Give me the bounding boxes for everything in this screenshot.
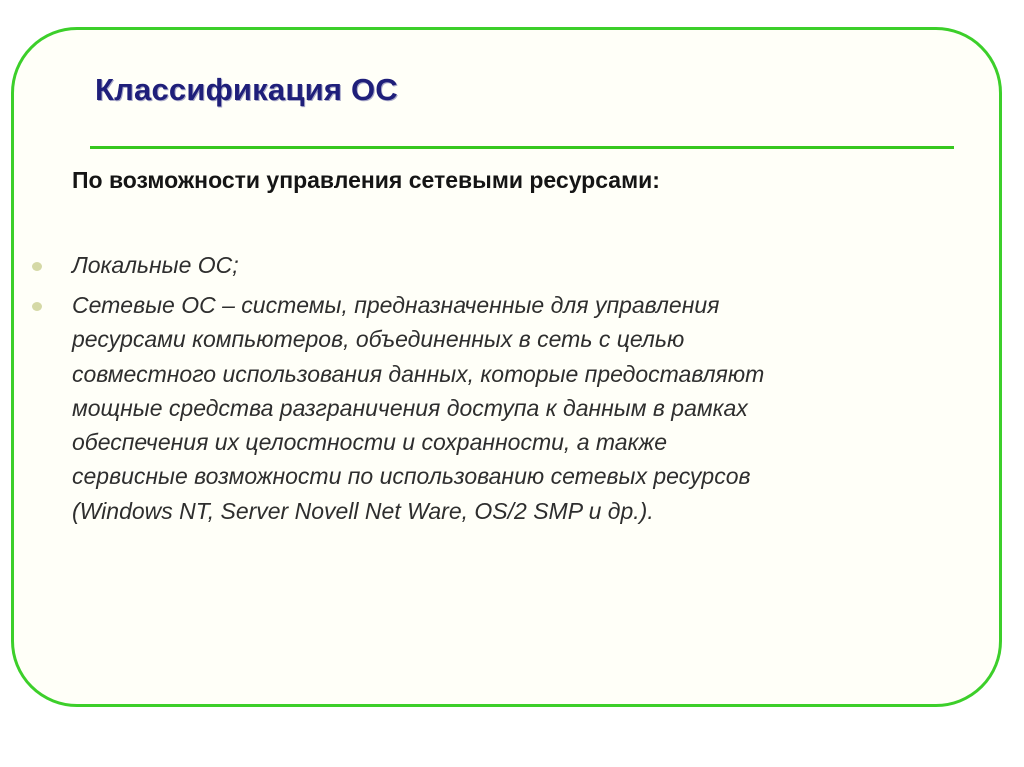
bullet-text-line: Сетевые ОС – системы, предназначенные для управления (72, 292, 720, 318)
bullet-text-line: сервисные возможности по использованию сетевых ресурсов (72, 463, 751, 490)
slide-title: Классификация ОС (95, 72, 398, 107)
bullet-item-local-os (72, 248, 952, 282)
bullet-text-line: обеспечения их целостности и сохранности, а также (72, 429, 668, 456)
bullet-text-line: ресурсами компьютеров, объединенных в сеть с целью (72, 326, 685, 353)
bullet-item-network-os (72, 288, 952, 528)
title-divider (90, 146, 954, 149)
bullet-text-line: (Windows NT, Server Novell Net Ware, OS/2 SMP и др.). (72, 497, 654, 524)
bullet-dot-icon (32, 302, 42, 311)
bullet-text-line: Локальные ОС; (72, 252, 239, 278)
bullet-text-line: мощные средства разграничения доступа к данным в рамках (72, 394, 748, 421)
slide-subtitle: По возможности управления сетевыми ресурсами: (72, 167, 660, 193)
bullet-dot-icon (32, 262, 42, 271)
bullet-text-line: совместного использования данных, которые предоставляют (72, 360, 765, 387)
